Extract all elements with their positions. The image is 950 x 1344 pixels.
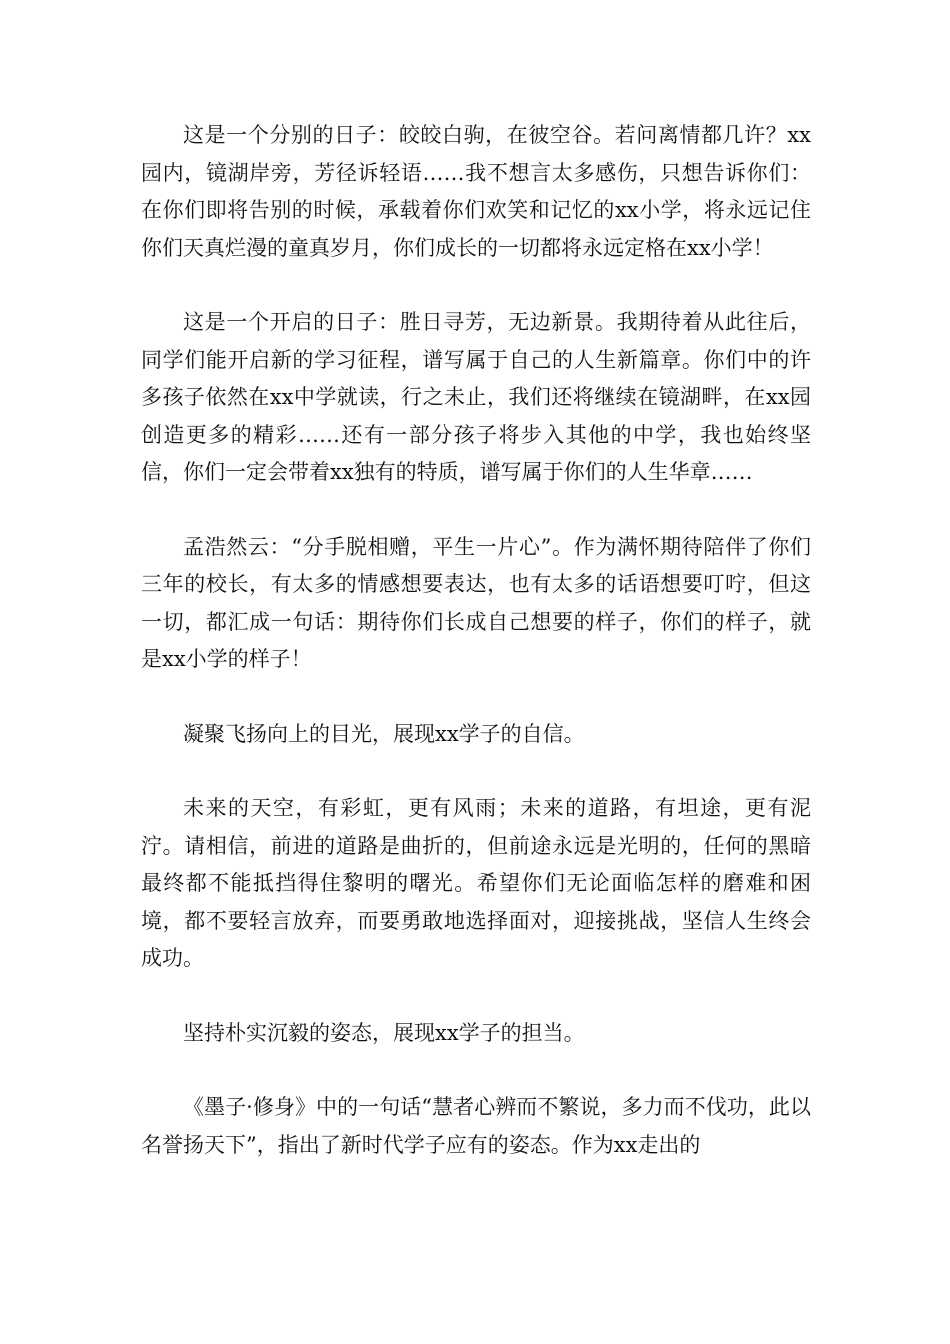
paragraph-mozi-quote: 《墨子·修身》中的一句话“慧者心辨而不繁说，多力而不伐功，此以名誉扬天下”，指出了新时代学子应有的姿态。作为xx走出的 [141,1095,811,1157]
paragraph-future-path: 未来的天空，有彩虹，更有风雨；未来的道路，有坦途，更有泥泞。请相信，前进的道路是曲折的，但前途永远是光明的，任何的黑暗最终都不能抵挡得住黎明的曙光。希望你们无论面临怎样的磨难和困境，都不要轻言放弃，而要勇敢地选择面对，迎接挑战，坚信人生终会成功。 [141,796,811,970]
document-body [141,117,811,1201]
paragraph-farewell: 这是一个分别的日子：皎皎白驹，在彼空谷。若问离情都几许？xx园内，镜湖岸旁，芳径诉轻语……我不想言太多感伤，只想告诉你们：在你们即将告别的时候，承载着你们欢笑和记忆的xx小学，将永远记住你们天真烂漫的童真岁月，你们成长的一切都将永远定格在xx小学！ [141,123,811,260]
paragraph-new-beginning: 这是一个开启的日子：胜日寻芳，无边新景。我期待着从此往后，同学们能开启新的学习征程，谱写属于自己的人生新篇章。你们中的许多孩子依然在xx中学就读，行之未止，我们还将继续在镜湖畔，在xx园创造更多的精彩……还有一部分孩子将步入其他的中学，我也始终坚信，你们一定会带着xx独有的特质，谱写属于你们的人生华章…… [141,310,811,484]
paragraph-meng-haoran-quote: 孟浩然云：“分手脱相赠，平生一片心”。作为满怀期待陪伴了你们三年的校长，有太多的情感想要表达，也有太多的话语想要叮咛，但这一切，都汇成一句话：期待你们长成自己想要的样子，你们的样子，就是xx小学的样子！ [141,534,811,671]
paragraph-confidence-heading: 凝聚飞扬向上的目光，展现xx学子的自信。 [183,721,585,746]
paragraph-responsibility-heading: 坚持朴实沉毅的姿态，展现xx学子的担当。 [183,1020,585,1045]
